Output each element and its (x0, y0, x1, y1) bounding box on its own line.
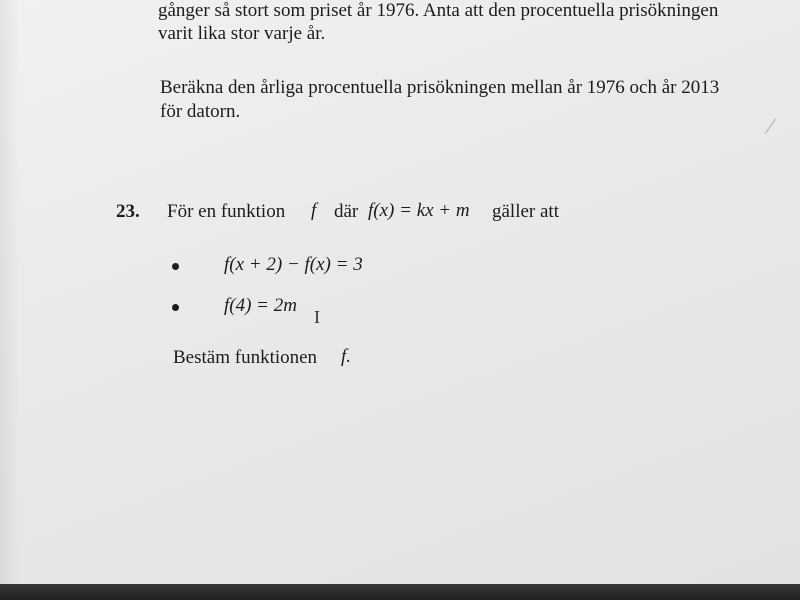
intro-line-2: varit lika stor varje år. (158, 23, 326, 44)
question-var-f: f (311, 200, 317, 221)
bullet-1 (172, 263, 179, 270)
question-text-before: För en funktion (167, 201, 286, 222)
question-number: 23. (116, 201, 140, 222)
task-line-1: Beräkna den årliga procentuella prisökningen mellan år 1976 och år 2013 (160, 77, 720, 98)
question-text-after: gäller att (492, 201, 559, 222)
text-cursor-icon: I (314, 307, 320, 327)
intro-line-1: gånger så stort som priset år 1976. Anta att den procentuella prisökningen (158, 0, 719, 21)
instruction-before: Bestäm funktionen (173, 347, 318, 368)
page-shadow (0, 0, 20, 584)
desk-edge (0, 584, 800, 600)
question-text-mid: där (334, 201, 359, 222)
condition-1: f(x + 2) − f(x) = 3 (224, 254, 363, 275)
condition-2: f(4) = 2m (224, 295, 297, 316)
question-formula: f(x) = kx + m (368, 200, 470, 221)
task-line-2: för datorn. (160, 101, 241, 122)
bullet-2 (172, 304, 179, 311)
instruction-var: f. (341, 346, 352, 367)
